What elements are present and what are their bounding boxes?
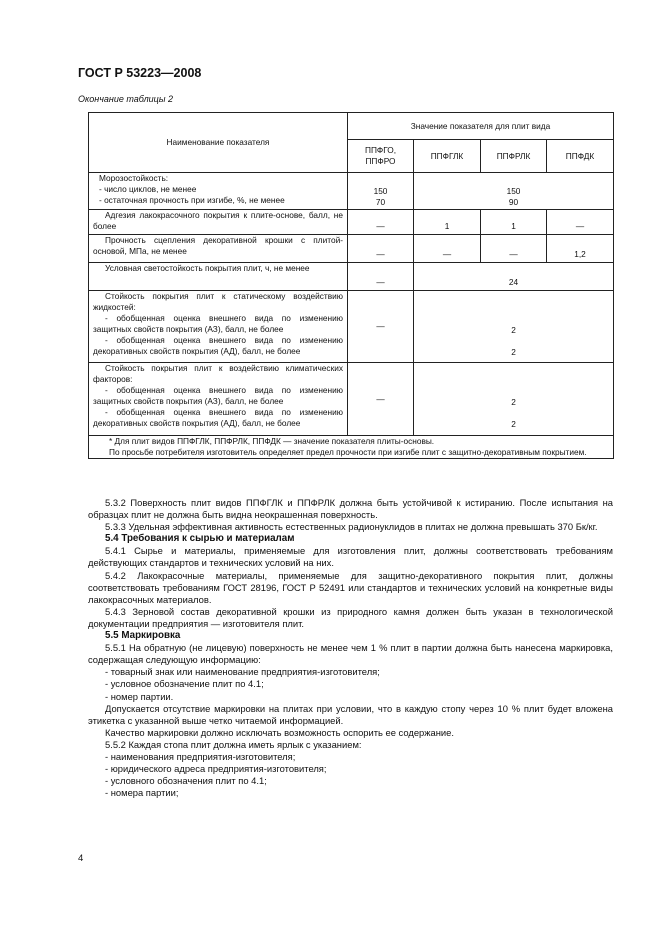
footnote-2: По просьбе потребителя изготовитель определяет предел прочности при изгибе плит с защитно-декоративным покрытием. xyxy=(109,447,587,457)
heading-5-4: 5.4 Требования к сырью и материалам xyxy=(105,533,295,545)
footnote-1: * Для плит видов ППФГЛК, ППФРЛК, ППФДК — значение показателя плиты-основы. xyxy=(109,436,435,446)
table-row xyxy=(89,363,614,436)
frost-v1b: 70 xyxy=(375,197,386,207)
col-header-group: Значение показателя для плит вида xyxy=(348,113,614,140)
row-static-b: - обобщенная оценка внешнего вида по изменению декоративных свойств покрытия (АД), балл, не более xyxy=(93,335,343,356)
row-climate-title: Стойкость покрытия плит к воздействию климатических факторов: xyxy=(93,363,343,384)
heading-5-5: 5.5 Маркировка xyxy=(105,630,181,642)
col-header-ppfgo: ППФГО, ППФРО xyxy=(348,140,414,173)
climate-v2b: 2 xyxy=(511,419,516,429)
list-item: - юридического адреса предприятия-изготовителя; xyxy=(105,763,327,775)
body-text xyxy=(88,497,613,799)
col-header-ppfdk: ППФДК xyxy=(547,140,614,173)
climate-v1: — xyxy=(348,363,414,436)
list-item: - номер партии. xyxy=(105,690,174,702)
para-allow: Допускается отсутствие маркировки на плитах при условии, что в каждую стопу через 10 % плит будет вложена этикетка с указанной выше четко читаемой информацией. xyxy=(88,702,613,726)
row-climate-a: - обобщенная оценка внешнего вида по изменению защитных свойств покрытия (АЗ), балл, не более xyxy=(93,385,343,406)
row-adhesion-text: Адгезия лакокрасочного покрытия к плите-основе, балл, не более xyxy=(93,210,343,231)
row-static-a: - обобщенная оценка внешнего вида по изменению защитных свойств покрытия (АЗ), балл, не более xyxy=(93,313,343,334)
para-5-4-3: 5.4.3 Зерновой состав декоративной крошки из природного камня должен быть указан в технологической документации предприятия — изготовителя плит. xyxy=(88,605,613,629)
row-frost-a: - число циклов, не менее xyxy=(99,184,197,194)
col-header-name: Наименование показателя xyxy=(89,113,348,173)
table-row xyxy=(89,210,614,235)
para-5-4-1: 5.4.1 Сырье и материалы, применяемые для изготовления плит, должны соответствовать требованиям действующих стандартов и технических условий на них. xyxy=(88,545,613,569)
properties-table xyxy=(88,112,614,459)
climate-v2a: 2 xyxy=(511,397,516,407)
frost-v2a: 150 xyxy=(506,186,521,196)
light-v2: 24 xyxy=(414,263,614,291)
para-5-5-2: 5.5.2 Каждая стопа плит должна иметь ярлык с указанием: xyxy=(105,738,362,750)
table-row xyxy=(89,235,614,263)
adhesion-v2: 1 xyxy=(414,210,481,235)
frost-v2b: 90 xyxy=(508,197,519,207)
table-row xyxy=(89,291,614,363)
row-static-title: Стойкость покрытия плит к статическому воздействию жидкостей: xyxy=(93,291,343,312)
static-v2b: 2 xyxy=(511,347,516,357)
col-header-ppfrlk: ППФРЛК xyxy=(481,140,547,173)
list-item: - номера партии; xyxy=(105,787,179,799)
para-5-3-2: 5.3.2 Поверхность плит видов ППФГЛК и ППФРЛК должна быть устойчивой к истиранию. После испытания на образцах плит не должна быть видна неокрашенная поверхность. xyxy=(88,497,613,521)
list-item: - товарный знак или наименование предприятия-изготовителя; xyxy=(105,666,380,678)
list-item: - условного обозначения плит по 4.1; xyxy=(105,775,267,787)
col-header-ppfglk: ППФГЛК xyxy=(414,140,481,173)
table-footnote-row xyxy=(89,436,614,459)
para-5-4-2: 5.4.2 Лакокрасочные материалы, применяемые для защитно-декоративного покрытия плит, должны соответствовать требованиям ГОСТ 28196, ГОСТ Р 52491 или стандартов и технических условий на конкретные виды лакокрасочных материалов. xyxy=(88,569,613,605)
static-v2a: 2 xyxy=(511,325,516,335)
para-quality: Качество маркировки должно исключать возможность оспорить ее содержание. xyxy=(105,726,454,738)
adhesion-v3: 1 xyxy=(481,210,547,235)
table-row xyxy=(89,263,614,291)
document-title: ГОСТ Р 53223—2008 xyxy=(78,66,202,80)
frost-v1a: 150 xyxy=(373,186,388,196)
list-item: - наименования предприятия-изготовителя; xyxy=(105,750,296,762)
adhesion-v4: — xyxy=(547,210,614,235)
row-frost-b: - остаточная прочность при изгибе, %, не менее xyxy=(99,195,285,205)
bond-v4: 1,2 xyxy=(547,235,614,263)
bond-v1: — xyxy=(348,235,414,263)
para-5-3-3: 5.3.3 Удельная эффективная активность естественных радионуклидов в плитах не должна превышать 370 Бк/кг. xyxy=(105,521,598,533)
table-row xyxy=(89,173,614,210)
table-caption: Окончание таблицы 2 xyxy=(78,94,173,104)
list-item: - условное обозначение плит по 4.1; xyxy=(105,678,264,690)
page-number: 4 xyxy=(78,853,84,864)
row-light-text: Условная светостойкость покрытия плит, ч, не менее xyxy=(105,263,310,273)
bond-v2: — xyxy=(414,235,481,263)
adhesion-v1: — xyxy=(348,210,414,235)
para-5-5-1: 5.5.1 На обратную (не лицевую) поверхность не менее чем 1 % плит в партии должна быть нанесена маркировка, содержащая следующую информацию: xyxy=(88,642,613,666)
row-climate-b: - обобщенная оценка внешнего вида по изменению декоративных свойств покрытия (АД), балл, не более xyxy=(93,407,343,428)
row-frost-title: Морозостойкость: xyxy=(99,173,169,183)
static-v1: — xyxy=(348,291,414,363)
bond-v3: — xyxy=(481,235,547,263)
light-v1: — xyxy=(348,263,414,291)
row-bond-text: Прочность сцепления декоративной крошки с плитой-основой, МПа, не менее xyxy=(93,235,343,256)
